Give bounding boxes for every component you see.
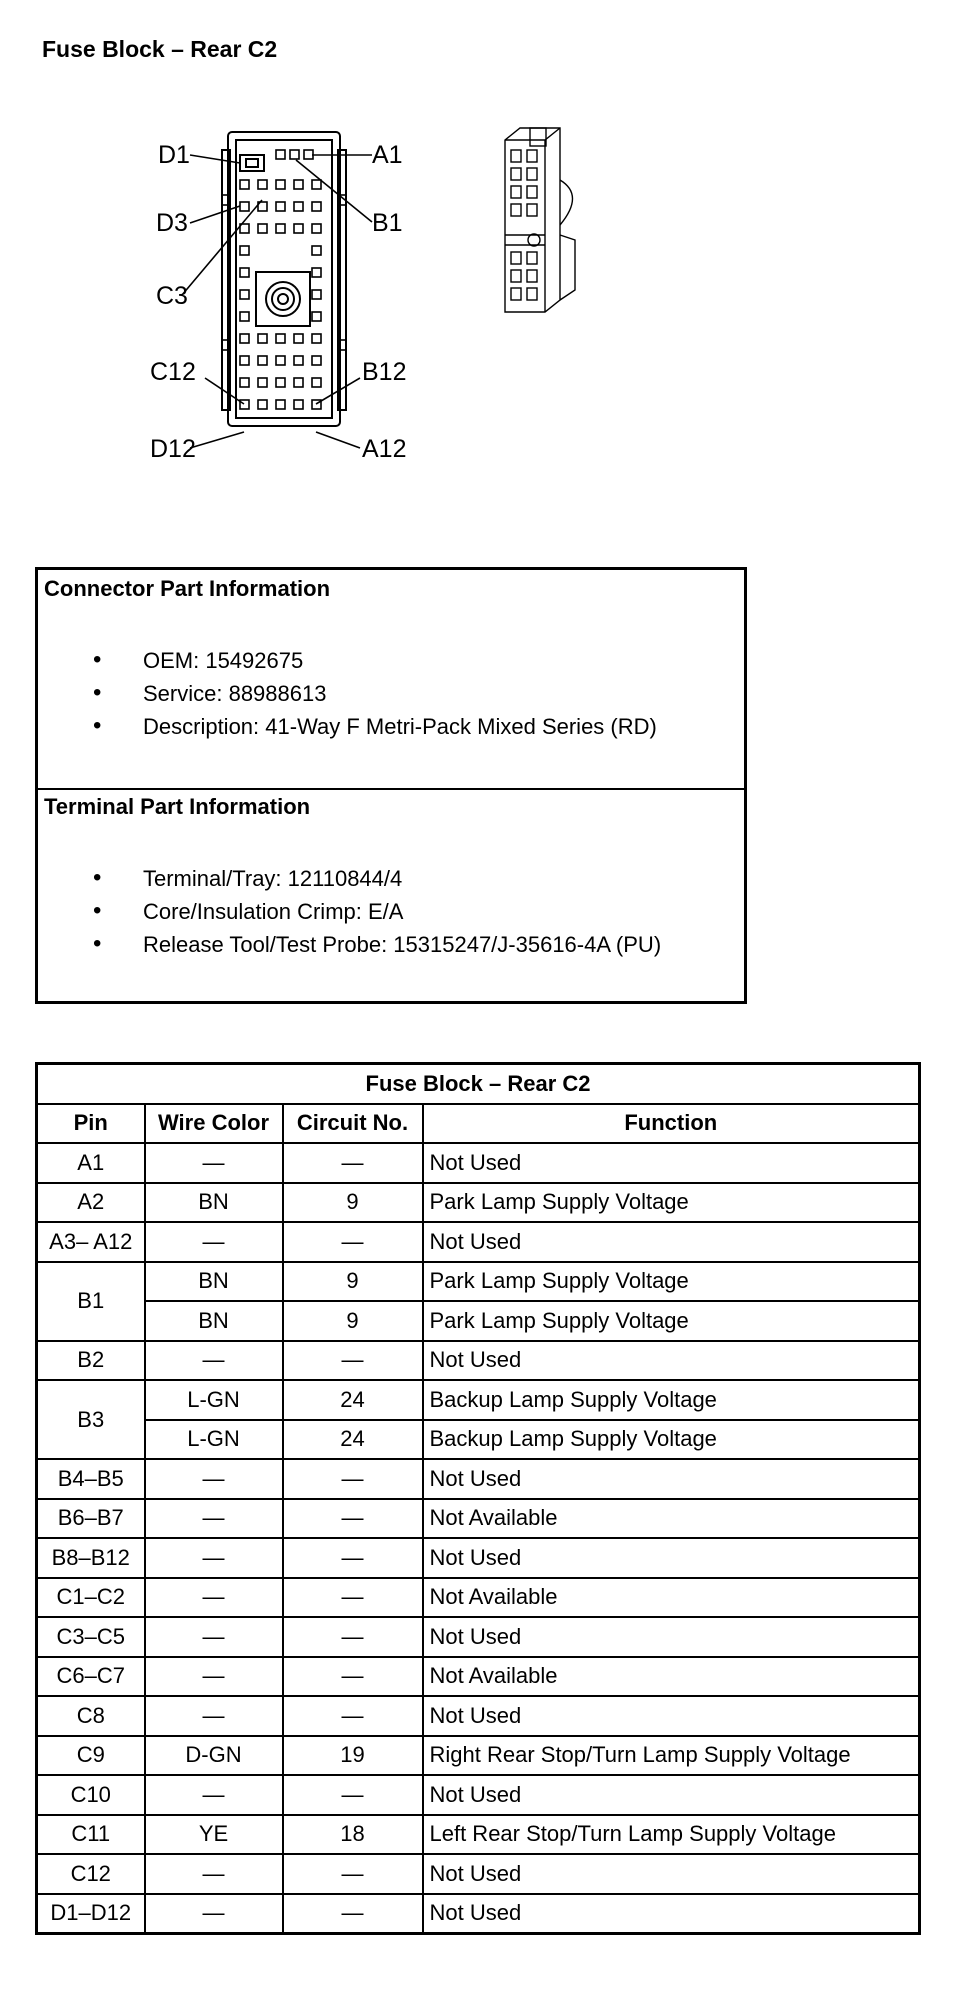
- table-row: [37, 1459, 920, 1499]
- table-row: [37, 1222, 920, 1262]
- page-title: Fuse Block – Rear C2: [42, 36, 278, 62]
- circuit-cell: 9: [283, 1301, 423, 1341]
- function-cell: Not Used: [423, 1538, 920, 1578]
- wire-color-cell: —: [145, 1657, 283, 1697]
- terminal-info-crimp: • Core/Insulation Crimp: E/A: [38, 899, 661, 932]
- table-row: [37, 1420, 920, 1460]
- wire-color-cell: BN: [145, 1183, 283, 1223]
- label-d12: D12: [150, 435, 196, 463]
- pin-cell: C8: [37, 1696, 145, 1736]
- wire-color-cell: —: [145, 1341, 283, 1381]
- part-info-box: [35, 567, 747, 1004]
- pin-cell: C10: [37, 1775, 145, 1815]
- wire-color-cell: BN: [145, 1262, 283, 1302]
- circuit-cell: 19: [283, 1736, 423, 1776]
- wire-color-cell: L-GN: [145, 1420, 283, 1460]
- pin-cell: B2: [37, 1341, 145, 1381]
- circuit-cell: 18: [283, 1815, 423, 1855]
- table-row: [37, 1696, 920, 1736]
- circuit-cell: —: [283, 1854, 423, 1894]
- circuit-cell: —: [283, 1341, 423, 1381]
- function-cell: Park Lamp Supply Voltage: [423, 1183, 920, 1223]
- function-cell: Left Rear Stop/Turn Lamp Supply Voltage: [423, 1815, 920, 1855]
- wire-color-cell: —: [145, 1499, 283, 1539]
- wire-color-cell: —: [145, 1775, 283, 1815]
- function-cell: Not Used: [423, 1617, 920, 1657]
- circuit-cell: —: [283, 1696, 423, 1736]
- pin-cell: C9: [37, 1736, 145, 1776]
- pin-cell: B3: [37, 1380, 145, 1459]
- connector-cavities: [222, 150, 346, 409]
- wire-color-cell: L-GN: [145, 1380, 283, 1420]
- function-cell: Not Used: [423, 1143, 920, 1183]
- function-cell: Not Available: [423, 1657, 920, 1697]
- pin-cell: B6–B7: [37, 1499, 145, 1539]
- label-a12: A12: [362, 435, 407, 463]
- terminal-info-list: [38, 866, 661, 965]
- table-row: [37, 1578, 920, 1618]
- pin-cell: B4–B5: [37, 1459, 145, 1499]
- wire-color-cell: —: [145, 1459, 283, 1499]
- table-row: [37, 1380, 920, 1420]
- table-row: [37, 1262, 920, 1302]
- table-row: [37, 1815, 920, 1855]
- connector-diagram: [0, 0, 960, 520]
- pin-cell: A3– A12: [37, 1222, 145, 1262]
- circuit-cell: —: [283, 1499, 423, 1539]
- wire-color-cell: D-GN: [145, 1736, 283, 1776]
- function-cell: Not Used: [423, 1341, 920, 1381]
- table-row: [37, 1538, 920, 1578]
- wire-color-cell: —: [145, 1578, 283, 1618]
- terminal-info-heading: Terminal Part Information: [44, 794, 311, 819]
- function-cell: Park Lamp Supply Voltage: [423, 1262, 920, 1302]
- circuit-cell: —: [283, 1657, 423, 1697]
- connector-part-info: [38, 570, 744, 790]
- pin-cell: A2: [37, 1183, 145, 1223]
- table-row: [37, 1854, 920, 1894]
- circuit-cell: —: [283, 1617, 423, 1657]
- circuit-cell: 9: [283, 1262, 423, 1302]
- circuit-cell: 9: [283, 1183, 423, 1223]
- wire-color-cell: —: [145, 1894, 283, 1934]
- pin-cell: B1: [37, 1262, 145, 1341]
- circuit-cell: 24: [283, 1420, 423, 1460]
- circuit-cell: —: [283, 1775, 423, 1815]
- circuit-cell: —: [283, 1222, 423, 1262]
- wire-color-cell: —: [145, 1854, 283, 1894]
- label-b12: B12: [362, 358, 407, 386]
- table-row: [37, 1894, 920, 1934]
- wire-color-cell: —: [145, 1617, 283, 1657]
- function-cell: Not Used: [423, 1459, 920, 1499]
- pin-leader-lines: [182, 155, 372, 448]
- table-row: [37, 1499, 920, 1539]
- header-pin: Pin: [37, 1104, 145, 1144]
- pin-cell: C6–C7: [37, 1657, 145, 1697]
- table-row: [37, 1657, 920, 1697]
- connector-info-heading: Connector Part Information: [44, 576, 331, 601]
- function-cell: Not Available: [423, 1499, 920, 1539]
- function-cell: Not Available: [423, 1578, 920, 1618]
- table-row: [37, 1183, 920, 1223]
- table-row: [37, 1301, 920, 1341]
- circuit-cell: 24: [283, 1380, 423, 1420]
- connector-info-list: [38, 648, 657, 747]
- label-d3: D3: [156, 209, 188, 237]
- label-c3: C3: [156, 282, 188, 310]
- circuit-cell: —: [283, 1143, 423, 1183]
- terminal-part-info: [38, 788, 744, 1001]
- circuit-cell: —: [283, 1538, 423, 1578]
- function-cell: Not Used: [423, 1222, 920, 1262]
- header-wire-color: Wire Color: [145, 1104, 283, 1144]
- label-c12: C12: [150, 358, 196, 386]
- pin-cell: C12: [37, 1854, 145, 1894]
- pin-cell: C1–C2: [37, 1578, 145, 1618]
- function-cell: Not Used: [423, 1894, 920, 1934]
- table-row: [37, 1617, 920, 1657]
- pin-cell: B8–B12: [37, 1538, 145, 1578]
- header-circuit-no: Circuit No.: [283, 1104, 423, 1144]
- function-cell: Not Used: [423, 1775, 920, 1815]
- wire-color-cell: —: [145, 1143, 283, 1183]
- table-row: [37, 1736, 920, 1776]
- pin-cell: C11: [37, 1815, 145, 1855]
- wire-color-cell: —: [145, 1696, 283, 1736]
- pin-cell: A1: [37, 1143, 145, 1183]
- circuit-cell: —: [283, 1578, 423, 1618]
- pin-cell: D1–D12: [37, 1894, 145, 1934]
- function-cell: Right Rear Stop/Turn Lamp Supply Voltage: [423, 1736, 920, 1776]
- table-row: [37, 1341, 920, 1381]
- connector-side-view: [505, 128, 575, 312]
- label-b1: B1: [372, 209, 403, 237]
- wire-color-cell: BN: [145, 1301, 283, 1341]
- header-function: Function: [423, 1104, 920, 1144]
- label-a1: A1: [372, 141, 403, 169]
- table-row: [37, 1143, 920, 1183]
- connector-info-service: • Service: 88988613: [38, 681, 657, 714]
- pinout-table: [35, 1062, 921, 1935]
- connector-info-oem: • OEM: 15492675: [38, 648, 657, 681]
- wire-color-cell: —: [145, 1538, 283, 1578]
- label-d1: D1: [158, 141, 190, 169]
- function-cell: Not Used: [423, 1696, 920, 1736]
- terminal-info-tray: • Terminal/Tray: 12110844/4: [38, 866, 661, 899]
- wire-color-cell: —: [145, 1222, 283, 1262]
- function-cell: Backup Lamp Supply Voltage: [423, 1420, 920, 1460]
- table-row: [37, 1775, 920, 1815]
- connector-info-description: • Description: 41-Way F Metri-Pack Mixed Series (RD): [38, 714, 657, 747]
- function-cell: Not Used: [423, 1854, 920, 1894]
- pin-cell: C3–C5: [37, 1617, 145, 1657]
- table-title: Fuse Block – Rear C2: [37, 1064, 920, 1104]
- function-cell: Backup Lamp Supply Voltage: [423, 1380, 920, 1420]
- function-cell: Park Lamp Supply Voltage: [423, 1301, 920, 1341]
- wire-color-cell: YE: [145, 1815, 283, 1855]
- terminal-info-release-tool: • Release Tool/Test Probe: 15315247/J-35616-4A (PU): [38, 932, 661, 965]
- circuit-cell: —: [283, 1459, 423, 1499]
- circuit-cell: —: [283, 1894, 423, 1934]
